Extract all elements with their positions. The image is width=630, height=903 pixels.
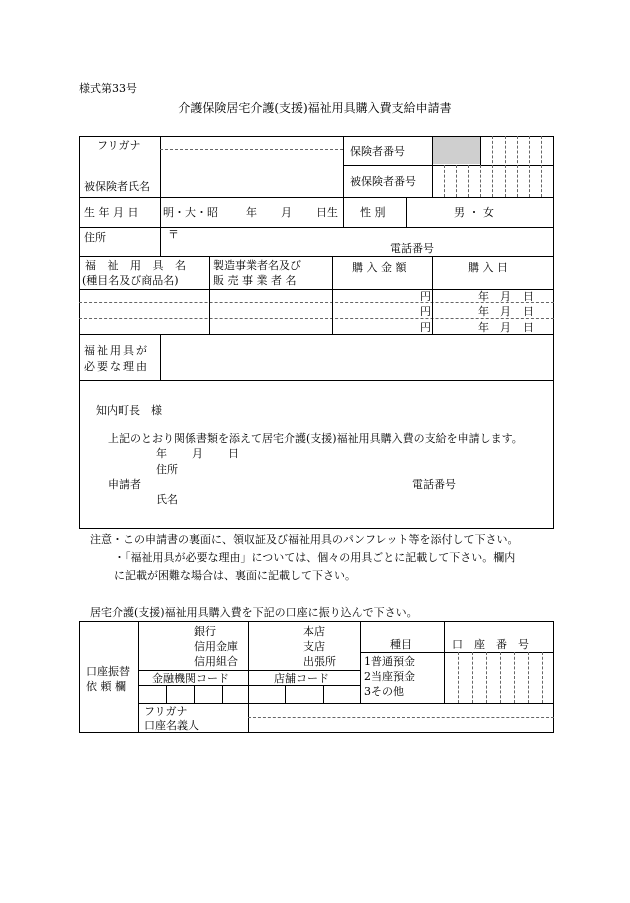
reason-label-1: 福祉用具が	[84, 344, 149, 357]
insurer-no-label: 保険者番号	[350, 145, 405, 158]
form-number: 様式第33号	[79, 82, 137, 95]
insured-name-label: 被保険者氏名	[84, 180, 150, 193]
phone-label: 電話番号	[390, 242, 434, 255]
insured-no-label: 被保険者番号	[350, 175, 416, 188]
branch-type-2[interactable]: 支店	[303, 640, 325, 653]
applicant-address-label: 住所	[156, 463, 178, 476]
date-year-1: 年	[478, 290, 489, 303]
insurer-no-shaded	[432, 137, 480, 164]
birth-label: 生 年 月 日	[84, 206, 139, 219]
yen-1: 円	[420, 290, 431, 303]
yen-2: 円	[420, 305, 431, 318]
date-year-3: 年	[478, 321, 489, 334]
yen-3: 円	[420, 321, 431, 334]
maker-header-1: 製造事業者名及び	[213, 259, 301, 272]
reason-field[interactable]	[163, 337, 551, 377]
decl-day: 日	[228, 447, 239, 460]
maker-header-2: 販 売 事 業 者 名	[213, 274, 297, 287]
birth-year: 年	[246, 206, 257, 219]
date-month-3: 月	[500, 321, 511, 334]
address-label: 住所	[84, 231, 106, 244]
bank-code-label: 金融機関コード	[152, 672, 229, 685]
item-name-header-2: (種目名及び商品名)	[82, 274, 179, 287]
branch-type-3[interactable]: 出張所	[303, 655, 336, 668]
account-no-label: 口 座 番 号	[452, 638, 529, 651]
note-line-1: 注意・この申請書の裏面に、領収証及び福祉用具のパンフレット等を添付して下さい。	[90, 533, 519, 546]
sex-label: 性 別	[360, 206, 386, 219]
account-type-2[interactable]: 2当座預金	[364, 670, 415, 683]
account-type-1[interactable]: 1普通預金	[364, 655, 415, 668]
amount-header: 購 入 金 額	[352, 261, 407, 274]
note-line-2: ・「福祉用具が必要な理由」については、個々の用具ごとに記載して下さい。欄内	[114, 551, 516, 564]
holder-furigana-label: フリガナ	[144, 705, 188, 718]
reason-label-2: 必要な理由	[84, 360, 149, 373]
form-title: 介護保険居宅介護(支援)福祉用具購入費支給申請書	[178, 101, 452, 115]
branch-type-1[interactable]: 本店	[303, 625, 325, 638]
birth-day: 日生	[316, 206, 338, 219]
date-day-3: 日	[523, 321, 534, 334]
date-month-1: 月	[500, 290, 511, 303]
declaration-statement: 上記のとおり関係書類を添えて居宅介護(支援)福祉用具購入費の支給を申請します。	[108, 432, 523, 445]
bank-intro: 居宅介護(支援)福祉用具購入費を下記の口座に振り込んで下さい。	[90, 606, 418, 619]
branch-code-label: 店舗コード	[274, 672, 329, 685]
sex-options[interactable]: 男 ・ 女	[454, 206, 494, 219]
bank-type-2[interactable]: 信用金庫	[194, 640, 238, 653]
decl-year: 年	[156, 447, 167, 460]
date-day-1: 日	[523, 290, 534, 303]
date-month-2: 月	[500, 305, 511, 318]
purchase-date-header: 購 入 日	[468, 261, 508, 274]
birth-month: 月	[281, 206, 292, 219]
applicant-label: 申請者	[108, 478, 141, 491]
applicant-phone-label: 電話番号	[412, 478, 456, 491]
bank-type-3[interactable]: 信用組合	[194, 655, 238, 668]
applicant-name-label: 氏名	[156, 493, 178, 506]
decl-month: 月	[192, 447, 203, 460]
furigana-label: フリガナ	[97, 139, 141, 152]
date-day-2: 日	[523, 305, 534, 318]
bank-side-label-2: 依 頼 欄	[86, 680, 126, 693]
account-type-3[interactable]: 3その他	[364, 685, 404, 698]
item-name-header-1: 福 祉 用 具 名	[85, 259, 190, 272]
account-holder-label: 口座名義人	[144, 719, 199, 732]
bank-type-1[interactable]: 銀行	[194, 625, 216, 638]
note-line-3: に記載が困難な場合は、裏面に記載して下さい。	[114, 569, 356, 582]
date-year-2: 年	[478, 305, 489, 318]
postal-mark: 〒	[168, 228, 179, 241]
addressee: 知内町長 様	[96, 404, 162, 417]
insured-name-field[interactable]	[162, 160, 342, 196]
account-type-label: 種目	[390, 638, 412, 651]
bank-side-label-1: 口座振替	[86, 665, 130, 678]
era-options[interactable]: 明・大・昭	[163, 206, 218, 219]
